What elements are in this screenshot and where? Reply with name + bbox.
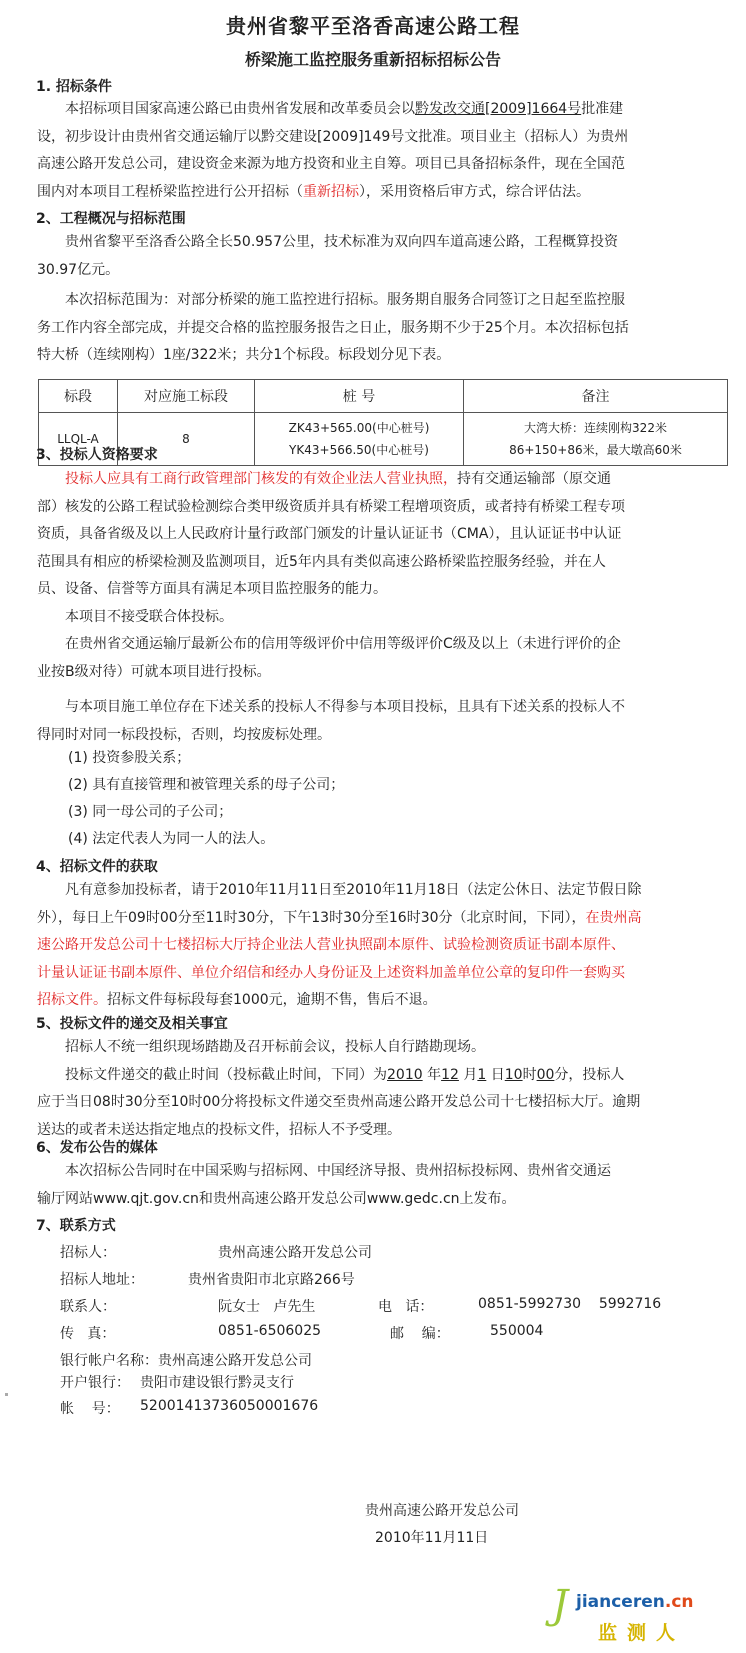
text-line: 招标文件每标段每套1000元，逾期不售，售后不退。 [107,992,437,1008]
text-line: 得同时对同一标段投标，否则，均按废标处理。 [37,726,331,743]
bank-value: 贵阳市建设银行黔灵支行 [140,1375,294,1391]
list-item: (4) 法定代表人为同一人的法人。 [68,831,275,847]
table-header-row [39,380,728,413]
text-fragment: 月 [458,1066,478,1083]
deadline-hour: 10 [504,1066,523,1083]
section-1-heading: 1. 招标条件 [36,79,112,95]
note-line: 大湾大桥：连续刚构322米 [524,421,667,435]
section-4-body [37,877,727,1015]
signature-date: 2010年11月11日 [375,1530,489,1546]
text-line: 批准建 [581,101,624,117]
logo-latin [576,1592,694,1612]
logo-chinese: 监测人 [598,1622,686,1644]
text-fragment: 年 [422,1066,442,1083]
phone-value: 0851-5992730 5992716 [478,1296,662,1312]
deadline-day: 1 [477,1066,487,1083]
text-line: 本项目不接受联合体投标。 [65,608,233,625]
section-2-body [37,229,727,370]
list-item: (3) 同一母公司的子公司； [68,804,233,820]
section-6-body [37,1158,727,1213]
contact-label: 联系人： [60,1299,116,1315]
text-line: 分，投标人 [554,1066,625,1083]
text-line: 输厅网站www.qjt.gov.cn和贵州高速公路开发总公司www.gedc.cn上发布。 [37,1190,516,1207]
approval-doc-number: 黔发改交通[2009]1664号 [415,101,582,117]
list-item: (2) 具有直接管理和被管理关系的母子公司； [68,777,345,793]
text-line: 与本项目施工单位存在下述关系的投标人不得参与本项目投标，且具有下述关系的投标人不 [65,699,625,715]
stake-right: YK43+566.50(中心桩号) [289,443,429,457]
page-title: 贵州省黎平至洛香高速公路工程 [226,14,520,38]
text-line: 本招标项目国家高速公路已由贵州省发展和改革委员会以 [65,101,415,117]
section-3-relations [37,694,727,749]
section-3-heading: 3、投标人资格要求 [36,447,158,463]
text-line: 本次招标公告同时在中国采购与招标网、中国经济导报、贵州招标投标网、贵州省交通运 [65,1163,611,1179]
signature-company: 贵州高速公路开发总公司 [365,1503,519,1519]
section-5-body [37,1034,727,1144]
table-header-cell: 标段 [39,380,118,413]
account-label: 帐 号： [60,1401,120,1417]
list-item: (1) 投资参股关系； [68,750,191,766]
text-line: 围内对本项目工程桥梁监控进行公开招标（ [37,183,303,200]
deadline-month: 12 [441,1066,459,1083]
text-line: 本次招标范围为：对部分桥梁的施工监控进行招标。服务期自服务合同签订之日起至监控服 [65,292,625,308]
purchase-requirements-highlight: 速公路开发总公司十七楼招标大厅持企业法人营业执照副本原件、试验检测资质证书副本原件、 [37,937,625,953]
section-7-heading: 7、联系方式 [36,1218,116,1234]
text-line: 部）核发的公路工程试验检测综合类甲级资质并具有桥梁工程增项资质，或者持有桥梁工程专项 [37,498,625,515]
tenderer-value: 贵州高速公路开发总公司 [218,1245,372,1261]
phone-label: 电 话： [378,1299,434,1315]
construction-lot-cell: 8 [118,413,255,466]
stake-cell [255,413,464,466]
section-6-heading: 6、发布公告的媒体 [36,1140,158,1156]
zip-label: 邮 编： [390,1326,450,1342]
section-1-body [37,96,727,206]
deadline-minute: 00 [536,1066,555,1083]
text-line: 外），每日上午09时00分至11时30分，下午13时30分至16时30分（北京时间，下同）， [37,909,586,926]
text-line: 凡有意参加投标者，请于2010年11月11日至2010年11月18日（法定公休日、法定节假日除 [65,882,642,898]
text-line: 员、设备、信誉等方面具有满足本项目监控服务的能力。 [37,581,387,597]
text-line: 投标文件递交的截止时间（投标截止时间，下同）为 [65,1066,387,1083]
text-fragment: 时 [522,1066,537,1083]
purchase-requirements-highlight: 招标文件。 [37,992,107,1008]
text-line: 业按B级对待）可就本项目进行投标。 [37,663,271,680]
bank-account-name: 银行帐户名称：贵州高速公路开发总公司 [60,1353,312,1369]
bank-label: 开户银行： [60,1375,130,1391]
section-5-heading: 5、投标文件的递交及相关事宜 [36,1016,228,1032]
section-4-heading: 4、招标文件的获取 [36,859,158,875]
purchase-location-highlight: 在贵州高 [585,909,642,926]
text-line: 设，初步设计由贵州省交通运输厅以黔交建设[2009]149号文批准。项目业主（招标人）为贵州 [37,128,629,145]
re-tender-highlight: 重新招标 [303,183,359,200]
table-header-cell: 备注 [464,380,728,413]
text-line: ），采用资格后审方式，综合评估法。 [359,183,590,200]
text-line: 贵州省黎平至洛香公路全长50.957公里，技术标准为双向四车道高速公路，工程概算投资 [65,234,618,250]
address-label: 招标人地址： [60,1272,144,1288]
text-line: 务工作内容全部完成，并提交合格的监控服务报告之日止，服务期不少于25个月。本次招标包括 [37,319,629,336]
fax-value: 0851-6506025 [218,1323,322,1339]
address-value: 贵州省贵阳市北京路266号 [188,1272,355,1288]
zip-value: 550004 [490,1323,544,1339]
table-header-cell: 对应施工标段 [118,380,255,413]
text-line: 范围具有相应的桥梁检测及监测项目，近5年内具有类似高速公路桥梁监控服务经验，并在人 [37,553,606,570]
text-line: 30.97亿元。 [37,261,120,278]
stray-dot [5,1393,8,1396]
lot-cell: LLQL-A [39,413,118,466]
logo-domain-suffix: .cn [664,1592,694,1612]
stake-left: ZK43+565.00(中心桩号) [288,421,430,435]
note-cell [464,413,728,466]
note-line: 86+150+86米，最大墩高60米 [509,443,682,457]
logo-latin-text: jianceren [576,1592,665,1612]
text-line: 资质，具备省级及以上人民政府计量行政部门颁发的计量认证证书（CMA），且认证证书中认证 [37,526,622,542]
deadline-year: 2010 [387,1066,423,1083]
text-line: 高速公路开发总公司，建设资金来源为地方投资和业主自筹。项目已具备招标条件，现在全国范 [37,156,625,172]
logo-swoosh-icon: J [552,1582,569,1628]
license-requirement-highlight: 投标人应具有工商行政管理部门核发的有效企业法人营业执照， [65,471,457,487]
account-value: 52001413736050001676 [140,1398,319,1414]
text-line: 应于当日08时30分至10时00分将投标文件递交至贵州高速公路开发总公司十七楼招标大厅。逾期 [37,1094,641,1110]
text-fragment: 日 [486,1066,505,1083]
purchase-requirements-highlight: 计量认证证书副本原件、单位介绍信和经办人身份证及上述资料加盖单位公章的复印件一套购买 [37,964,625,981]
text-line: 在贵州省交通运输厅最新公布的信用等级评价中信用等级评价C级及以上（未进行评价的企 [65,636,621,652]
text-line: 送达的或者未送达指定地点的投标文件，招标人不予受理。 [37,1121,401,1138]
text-line: 招标人不统一组织现场踏勘及召开标前会议，投标人自行踏勘现场。 [65,1039,485,1055]
section-3-body [37,466,727,686]
text-line: 特大桥（连续刚构）1座/322米；共分1个标段。标段划分见下表。 [37,347,451,363]
table-header-cell: 桩 号 [255,380,464,413]
section-2-heading: 2、工程概况与招标范围 [36,211,186,227]
text-line: 持有交通运输部（原交通 [457,471,611,487]
contact-value: 阮女士 卢先生 [218,1299,316,1315]
page-subtitle: 桥梁施工监控服务重新招标招标公告 [244,50,501,69]
fax-label: 传 真： [60,1326,116,1342]
tenderer-label: 招标人： [60,1245,116,1261]
jianceren-logo [552,1580,732,1645]
